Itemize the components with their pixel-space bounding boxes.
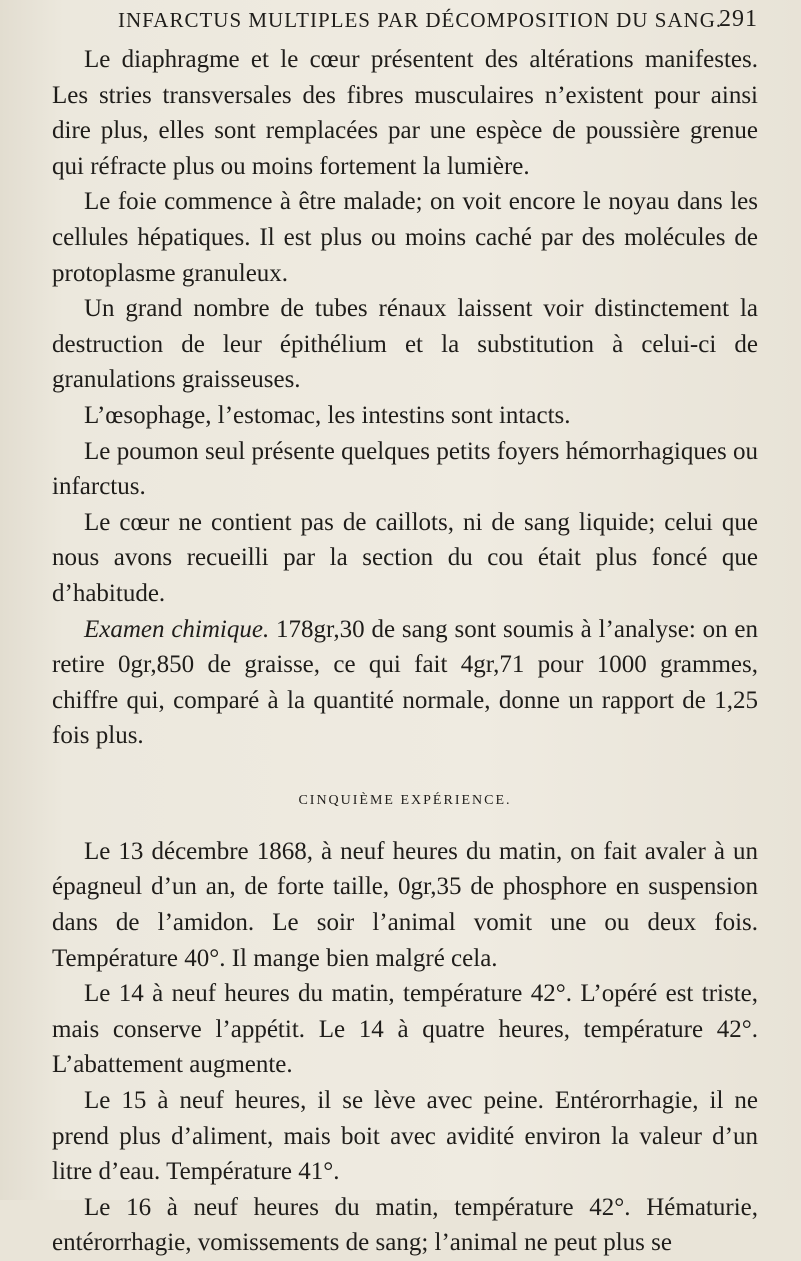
page-number: 291 [719, 6, 758, 32]
paragraph-tubes-renaux: Un grand nombre de tubes rénaux laissent voir distinctement la destruction de leur épithélium et la substitution à celui-ci de granulations graisseuses. [52, 295, 758, 394]
paragraph-16: Le 16 à neuf heures du matin, température 42°. Hématurie, entérorrhagie, vomissements de sang; l’animal ne peut plus se [52, 1193, 758, 1257]
paragraph-examen-chimique [52, 612, 758, 754]
paragraph-poumon: Le poumon seul présente quelques petits foyers hémorrhagiques ou infarctus. [52, 437, 758, 501]
paragraph-foie: Le foie commence à être malade; on voit encore le noyau dans les cellules hépatiques. Il est plus ou moins caché par des molécules de protoplasme granuleux. [52, 188, 758, 287]
paragraph-13-decembre: Le 13 décembre 1868, à neuf heures du matin, on fait avaler à un épagneul d’un an, de forte taille, 0gr,35 de phosphore en suspension dans de l’amidon. Le soir l’animal vomit une ou deux fois. Température 40°. Il mange bien malgré cela. [52, 837, 758, 972]
running-head-title: INFARCTUS MULTIPLES PAR DÉCOMPOSITION DU SANG. [118, 8, 723, 32]
paragraph-coeur: Le cœur ne contient pas de caillots, ni de sang liquide; celui que nous avons recueilli par la section du cou était plus foncé que d’habitude. [52, 508, 758, 607]
paragraph-diaphragme: Le diaphragme et le cœur présentent des altérations manifestes. Les stries transversales des fibres musculaires n’existent pour ainsi dire plus, elles sont remplacées par une espèce de poussière grenue qui réfracte plus ou moins fortement la lumière. [52, 46, 758, 180]
paragraph-oesophage: L’œsophage, l’estomac, les intestins sont intacts. [84, 401, 571, 429]
section-heading: CINQUIÈME EXPÉRIENCE. [298, 792, 512, 808]
paragraph-15: Le 15 à neuf heures, il se lève avec peine. Entérorrhagie, il ne prend plus d’aliment, mais boit avec avidité environ la valeur d’un litre d’eau. Température 41°. [52, 1087, 758, 1186]
page-body [52, 42, 758, 1261]
paragraph-14: Le 14 à neuf heures du matin, température 42°. L’opéré est triste, mais conserve l’appétit. Le 14 à quatre heures, température 42°. L’abattement augmente. [52, 980, 758, 1079]
running-head [118, 8, 758, 33]
examen-chimique-label: Examen chimique. [84, 615, 270, 643]
examen-chimique-text: 178gr,30 de sang sont soumis à l’analyse: on en retire 0gr,850 de graisse, ce qui fait 4gr,71 pour 1000 grammes, chiffre qui, comparé à la quantité normale, donne un rapport de 1,25 fois plus. [52, 615, 758, 750]
